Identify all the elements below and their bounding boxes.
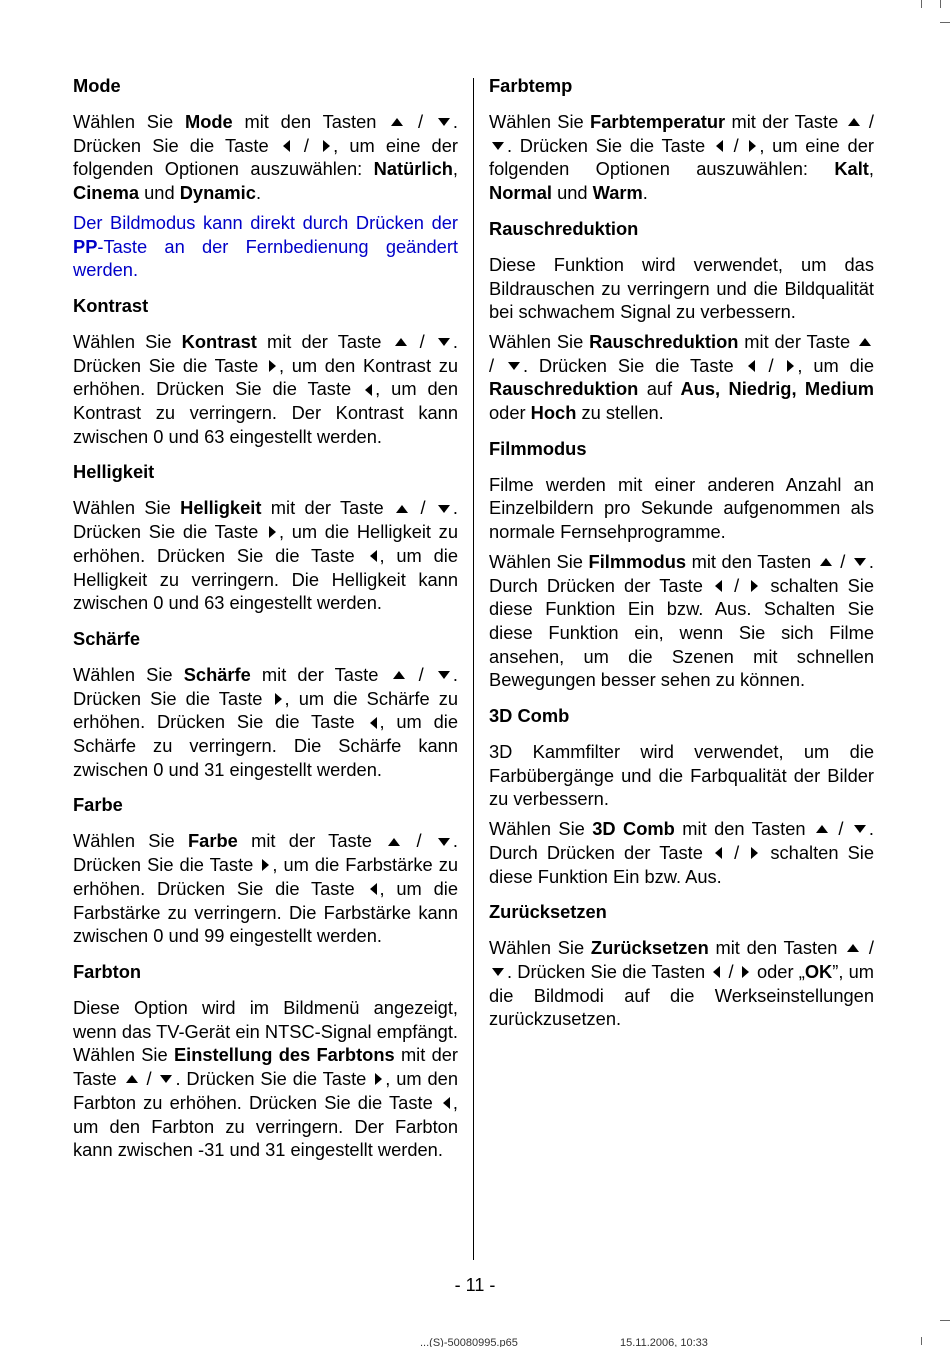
farbe-paragraph: Wählen Sie Farbe mit der Taste / . Drücken Sie die Taste , um die Farbstärke zu erhöhen. Drücken Sie die Taste , um die Farbstärke zu verringern. Die Farbstärke kann zwischen 0 und 99 eingestellt werden.: [73, 830, 458, 947]
crop-mark: [940, 22, 950, 23]
crop-mark: [940, 0, 941, 8]
right-column: [489, 74, 874, 1043]
arrow-left-icon: [365, 384, 372, 396]
arrow-down-icon: [492, 968, 504, 976]
arrow-up-icon: [847, 944, 859, 952]
arrow-up-icon: [396, 505, 408, 513]
rauschreduktion-description: Diese Funktion wird verwendet, um das Bildrauschen zu verringern und die Bildqualität bei schwachem Signal zu verbessern.: [489, 253, 874, 323]
heading-farbton: Farbton: [73, 960, 142, 982]
section-schaerfe: [73, 627, 458, 782]
heading-schaerfe: Schärfe: [73, 627, 141, 649]
arrow-up-icon: [816, 825, 828, 833]
arrow-down-icon: [854, 825, 866, 833]
arrow-down-icon: [438, 671, 450, 679]
filmmodus-paragraph: Wählen Sie Filmmodus mit den Tasten / . Durch Drücken der Taste / schalten Sie diese Funktion Ein bzw. Aus. Schalten Sie diese Funktion ein, wenn Sie sich Filme ansehen, um die Szenen mit schnellen Bewegungen besser sehen zu können.: [489, 550, 874, 691]
arrow-down-icon: [438, 118, 450, 126]
arrow-left-icon: [370, 883, 377, 895]
arrow-right-icon: [262, 859, 269, 871]
farbtemp-paragraph: Wählen Sie Farbtemperatur mit der Taste / . Drücken Sie die Taste / , um eine der folgenden Optionen auszuwählen: Kalt, Normal und Warm.: [489, 111, 874, 204]
section-farbtemp: [489, 74, 874, 205]
arrow-down-icon: [854, 558, 866, 566]
arrow-left-icon: [748, 360, 755, 372]
heading-rauschreduktion: Rauschreduktion: [489, 217, 639, 239]
kontrast-paragraph: Wählen Sie Kontrast mit der Taste / . Drücken Sie die Taste , um den Kontrast zu erhöhen. Drücken Sie die Taste , um den Kontrast zu verringern. Der Kontrast kann zwischen 0 und 63 eingestellt werden.: [73, 330, 459, 447]
page-number: - 11 -: [454, 1275, 496, 1295]
arrow-right-icon: [751, 580, 758, 592]
section-farbe: [73, 793, 458, 948]
left-column: [73, 74, 458, 1174]
arrow-right-icon: [749, 140, 756, 152]
schaerfe-paragraph: Wählen Sie Schärfe mit der Taste / . Drücken Sie die Taste , um die Schärfe zu erhöhen. Drücken Sie die Taste , um die Schärfe zu verringern. Die Schärfe kann zwischen 0 und 31 eingestellt werden.: [73, 663, 459, 780]
arrow-left-icon: [370, 550, 377, 562]
arrow-left-icon: [716, 140, 723, 152]
arrow-up-icon: [388, 838, 400, 846]
section-mode: [73, 74, 458, 282]
footer-date: 15.11.2006, 10:33: [620, 1337, 708, 1347]
heading-helligkeit: Helligkeit: [73, 461, 155, 483]
arrow-up-icon: [848, 118, 860, 126]
heading-farbe: Farbe: [73, 794, 123, 816]
mode-paragraph: Wählen Sie Mode mit den Tasten / . Drücken Sie die Taste / , um eine der folgenden Optionen auszuwählen: Natürlich, Cinema und Dynamic.: [73, 111, 458, 204]
section-zuruecksetzen: [489, 900, 874, 1031]
arrow-down-icon: [492, 142, 504, 150]
section-filmmodus: [489, 437, 874, 692]
arrow-right-icon: [751, 847, 758, 859]
farbton-paragraph: Diese Option wird im Bildmenü angezeigt, wenn das TV-Gerät ein NTSC-Signal empfängt. Wählen Sie Einstellung des Farbtons mit der Taste / . Drücken Sie die Taste , um den Farbton zu erhöhen. Drücken Sie die Taste , um den Farbton zu verringern. Der Farbton kann zwischen -31 und 31 eingestellt werden.: [73, 996, 458, 1161]
arrow-right-icon: [275, 693, 282, 705]
zuruecksetzen-paragraph: Wählen Sie Zurücksetzen mit den Tasten / . Drücken Sie die Tasten / oder „OK”, um die Bildmodi auf die Werkseinstellungen zurückzusetzen.: [489, 937, 874, 1030]
arrow-up-icon: [393, 671, 405, 679]
arrow-up-icon: [391, 118, 403, 126]
section-3d-comb: [489, 704, 874, 888]
heading-mode: Mode: [73, 75, 121, 96]
arrow-right-icon: [787, 360, 794, 372]
section-rauschreduktion: [489, 217, 874, 425]
arrow-left-icon: [283, 140, 290, 152]
section-farbton: [73, 960, 458, 1162]
arrow-right-icon: [742, 966, 749, 978]
comb-description: 3D Kammfilter wird verwendet, um die Farbübergänge und die Farbqualität der Bilder zu verbessern.: [489, 741, 874, 810]
section-kontrast: [73, 294, 458, 449]
arrow-down-icon: [438, 838, 450, 846]
comb-paragraph: Wählen Sie 3D Comb mit den Tasten / . Durch Drücken der Taste / schalten Sie diese Funktion Ein bzw. Aus.: [489, 818, 874, 887]
arrow-up-icon: [820, 558, 832, 566]
section-helligkeit: [73, 460, 458, 615]
heading-filmmodus: Filmmodus: [489, 437, 587, 459]
heading-3d-comb: 3D Comb: [489, 705, 570, 727]
footer-file: ...(S)-50080995.p65: [420, 1337, 518, 1347]
crop-mark: [921, 1337, 922, 1345]
arrow-right-icon: [375, 1073, 382, 1085]
mode-note: Der Bildmodus kann direkt durch Drücken der PP-Taste an der Fernbedienung geändert werden.: [73, 211, 458, 281]
arrow-right-icon: [269, 360, 276, 372]
heading-kontrast: Kontrast: [73, 294, 149, 316]
arrow-down-icon: [160, 1075, 172, 1083]
arrow-left-icon: [713, 966, 720, 978]
arrow-down-icon: [438, 338, 450, 346]
arrow-up-icon: [126, 1075, 138, 1083]
arrow-left-icon: [715, 847, 722, 859]
arrow-left-icon: [443, 1097, 450, 1109]
heading-zuruecksetzen: Zurücksetzen: [489, 901, 607, 923]
crop-mark: [921, 0, 922, 8]
arrow-up-icon: [859, 338, 871, 346]
column-divider: [473, 78, 474, 1260]
arrow-down-icon: [438, 505, 450, 513]
arrow-left-icon: [715, 580, 722, 592]
arrow-right-icon: [323, 140, 330, 152]
arrow-left-icon: [370, 717, 377, 729]
helligkeit-paragraph: Wählen Sie Helligkeit mit der Taste / . Drücken Sie die Taste , um die Helligkeit zu erhöhen. Drücken Sie die Taste , um die Helligkeit zu verringern. Die Helligkeit kann zwischen 0 und 63 eingestellt werden.: [73, 497, 458, 614]
print-footer: [40, 1337, 910, 1347]
arrow-down-icon: [508, 362, 520, 370]
arrow-up-icon: [395, 338, 407, 346]
crop-mark: [940, 1320, 950, 1321]
heading-farbtemp: Farbtemp: [489, 75, 573, 96]
filmmodus-description: Filme werden mit einer anderen Anzahl an Einzelbildern pro Sekunde aufgenommen als normale Fernsehprogramme.: [489, 473, 874, 543]
arrow-right-icon: [269, 526, 276, 538]
rauschreduktion-paragraph: Wählen Sie Rauschreduktion mit der Taste / . Drücken Sie die Taste / , um die Rauschreduktion auf Aus, Niedrig, Medium oder Hoch zu stellen.: [489, 330, 874, 424]
